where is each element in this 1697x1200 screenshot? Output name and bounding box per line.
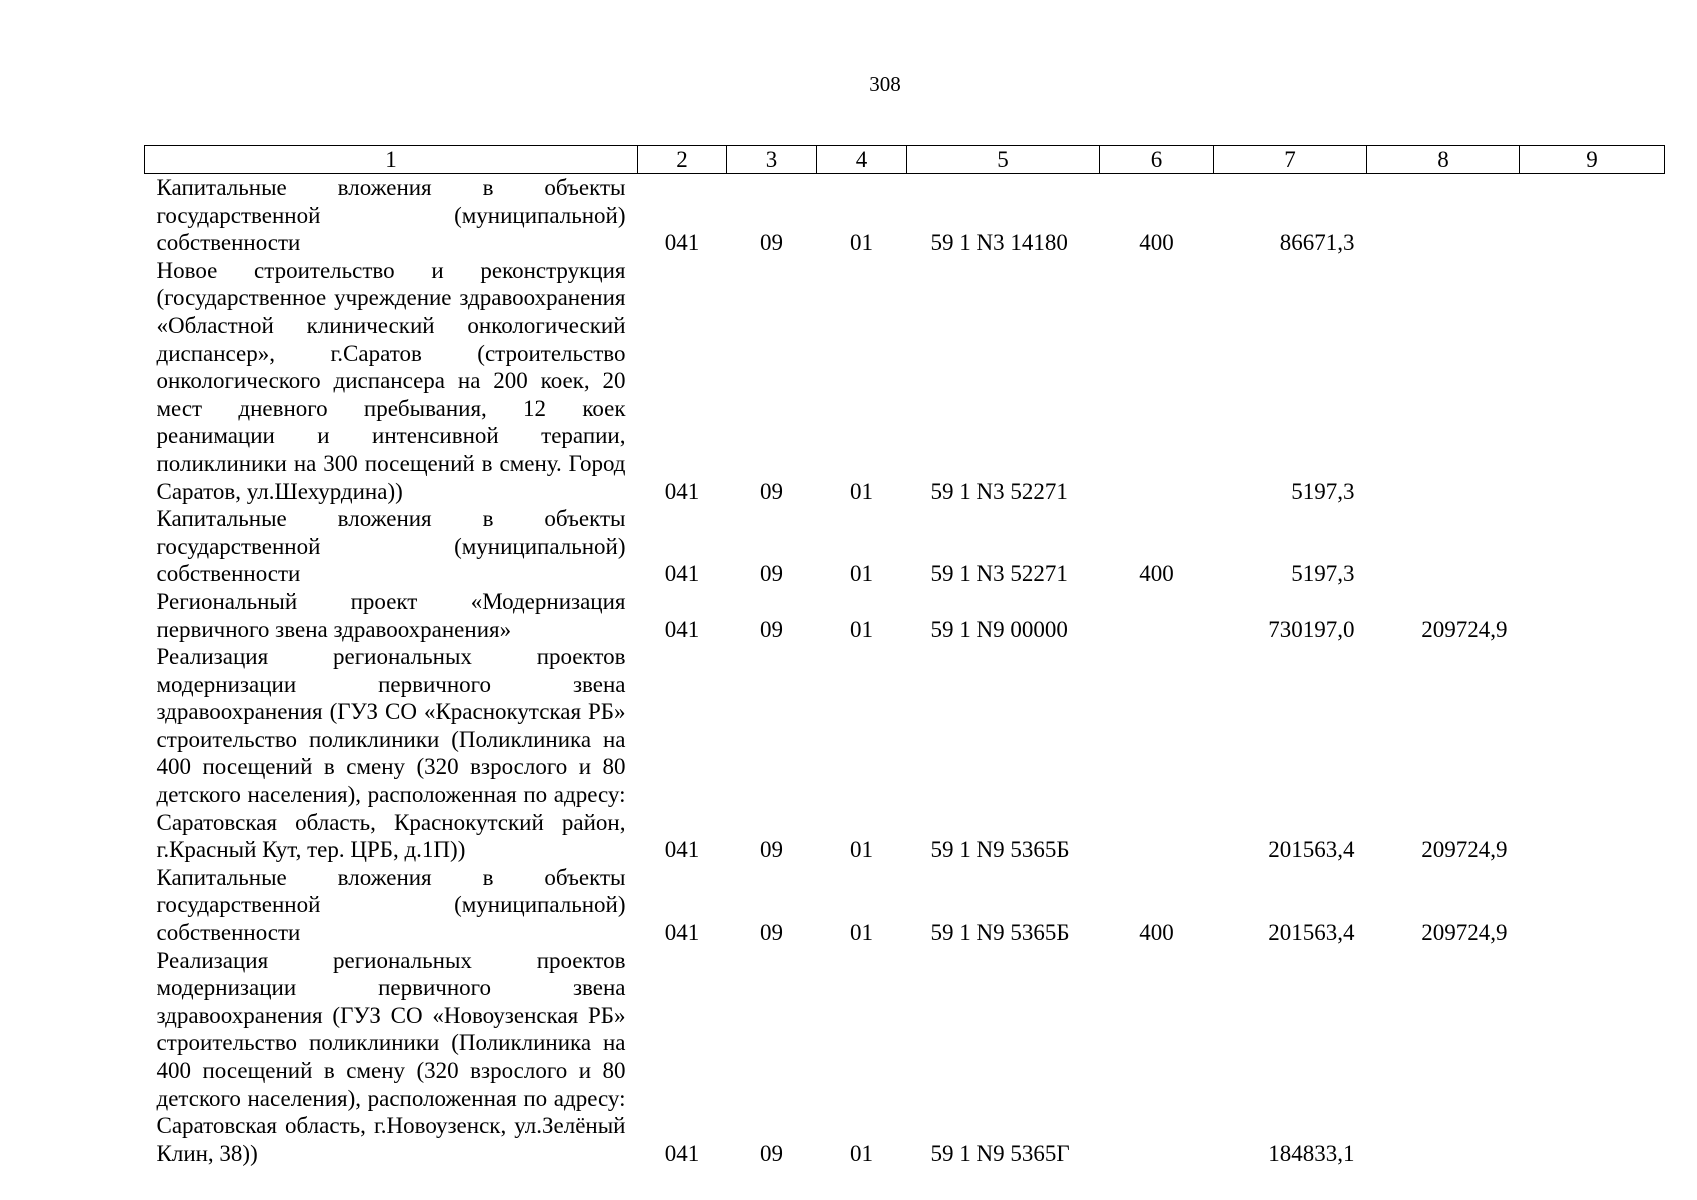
amount-col7: 201563,4 <box>1268 837 1355 863</box>
expense-type-code: 400 <box>1139 920 1174 946</box>
grbs-code: 041 <box>664 1140 700 1166</box>
amount-col7: 730197,0 <box>1268 616 1355 642</box>
target-article-code: 59 1 N3 52271 <box>930 478 1068 504</box>
column-number-row <box>145 146 1665 174</box>
row-description: Реализация региональных проектов модернизации первичного звена здравоохранения (ГУЗ СО «Новоузенская РБ» строительство поликлиники (Поликлиника на 400 посещений в смену (320 взрослого и 80 детского населения), расположенная по адресу: Саратовская область, г.Новоузенск, ул.Зелёный Клин, 38)) <box>156 947 626 1166</box>
amount-col8 <box>1367 947 1520 1168</box>
subsection-code: 01 <box>850 230 873 256</box>
amount-col9 <box>1520 588 1665 643</box>
column-header: 4 <box>817 146 907 174</box>
row-description: Капитальные вложения в объекты государственной (муниципальной) собственности <box>156 864 626 946</box>
row-description: Реализация региональных проектов модернизации первичного звена здравоохранения (ГУЗ СО «Краснокутская РБ» строительство поликлиники (Поликлиника на 400 посещений в смену (320 взрослого и 80 детского населения), расположенная по адресу: Саратовская область, Краснокутский район, г.Красный Кут, тер. ЦРБ, д.1П)) <box>156 644 626 863</box>
amount-col7: 5197,3 <box>1291 478 1355 504</box>
table-row <box>145 505 1665 588</box>
amount-col9 <box>1520 864 1665 947</box>
table-row <box>145 174 1665 257</box>
section-code: 09 <box>760 920 783 946</box>
grbs-code: 041 <box>664 837 700 863</box>
table-row <box>145 864 1665 947</box>
amount-col7: 5197,3 <box>1291 561 1355 587</box>
section-code: 09 <box>760 1140 783 1166</box>
amount-col8 <box>1367 505 1520 588</box>
target-article-code: 59 1 N9 5365Г <box>930 1140 1070 1166</box>
section-code: 09 <box>760 561 783 587</box>
section-code: 09 <box>760 478 783 504</box>
table-row <box>145 947 1665 1168</box>
target-article-code: 59 1 N3 14180 <box>930 230 1068 256</box>
amount-col8: 209724,9 <box>1421 920 1508 946</box>
row-description: Региональный проект «Модернизация первичного звена здравоохранения» <box>156 588 626 642</box>
section-code: 09 <box>760 837 783 863</box>
row-description: Капитальные вложения в объекты государственной (муниципальной) собственности <box>156 175 626 256</box>
column-header: 3 <box>727 146 817 174</box>
column-header: 7 <box>1214 146 1367 174</box>
budget-table <box>144 145 1665 1167</box>
subsection-code: 01 <box>850 561 873 587</box>
target-article-code: 59 1 N9 5365Б <box>930 920 1070 946</box>
expense-type-code <box>1100 643 1214 864</box>
column-header: 8 <box>1367 146 1520 174</box>
amount-col9 <box>1520 643 1665 864</box>
expense-type-code: 400 <box>1139 230 1174 256</box>
grbs-code: 041 <box>664 920 700 946</box>
expense-type-code <box>1100 257 1214 505</box>
table-row <box>145 257 1665 505</box>
amount-col7: 184833,1 <box>1268 1140 1355 1166</box>
subsection-code: 01 <box>850 478 873 504</box>
column-header: 1 <box>145 146 638 174</box>
amount-col8: 209724,9 <box>1421 837 1508 863</box>
column-header: 5 <box>907 146 1100 174</box>
subsection-code: 01 <box>850 920 873 946</box>
amount-col9 <box>1520 174 1665 257</box>
subsection-code: 01 <box>850 837 873 863</box>
amount-col8: 209724,9 <box>1421 616 1508 642</box>
grbs-code: 041 <box>664 561 700 587</box>
target-article-code: 59 1 N9 5365Б <box>930 837 1070 863</box>
amount-col7: 201563,4 <box>1268 920 1355 946</box>
grbs-code: 041 <box>664 478 700 504</box>
grbs-code: 041 <box>664 230 700 256</box>
amount-col9 <box>1520 947 1665 1168</box>
column-header: 9 <box>1520 146 1665 174</box>
target-article-code: 59 1 N3 52271 <box>930 561 1068 587</box>
subsection-code: 01 <box>850 616 873 642</box>
amount-col9 <box>1520 257 1665 505</box>
amount-col8 <box>1367 174 1520 257</box>
table-row <box>145 643 1665 864</box>
column-header: 6 <box>1100 146 1214 174</box>
row-description: Капитальные вложения в объекты государственной (муниципальной) собственности <box>156 506 626 587</box>
page-number: 308 <box>869 72 901 96</box>
amount-col8 <box>1367 257 1520 505</box>
expense-type-code: 400 <box>1139 561 1174 587</box>
section-code: 09 <box>760 616 783 642</box>
subsection-code: 01 <box>850 1140 873 1166</box>
grbs-code: 041 <box>664 616 700 642</box>
column-header: 2 <box>638 146 727 174</box>
amount-col7: 86671,3 <box>1279 230 1355 256</box>
expense-type-code <box>1100 588 1214 643</box>
target-article-code: 59 1 N9 00000 <box>930 616 1068 642</box>
row-description: Новое строительство и реконструкция (государственное учреждение здравоохранения «Областной клинический онкологический диспансер», г.Саратов (строительство онкологического диспансера на 200 коек, 20 мест дневного пребывания, 12 коек реанимации и интенсивной терапии, поликлиники на 300 посещений в смену. Город Саратов, ул.Шехурдина)) <box>156 257 626 504</box>
expense-type-code <box>1100 947 1214 1168</box>
amount-col9 <box>1520 505 1665 588</box>
section-code: 09 <box>760 230 783 256</box>
table-row <box>145 588 1665 643</box>
